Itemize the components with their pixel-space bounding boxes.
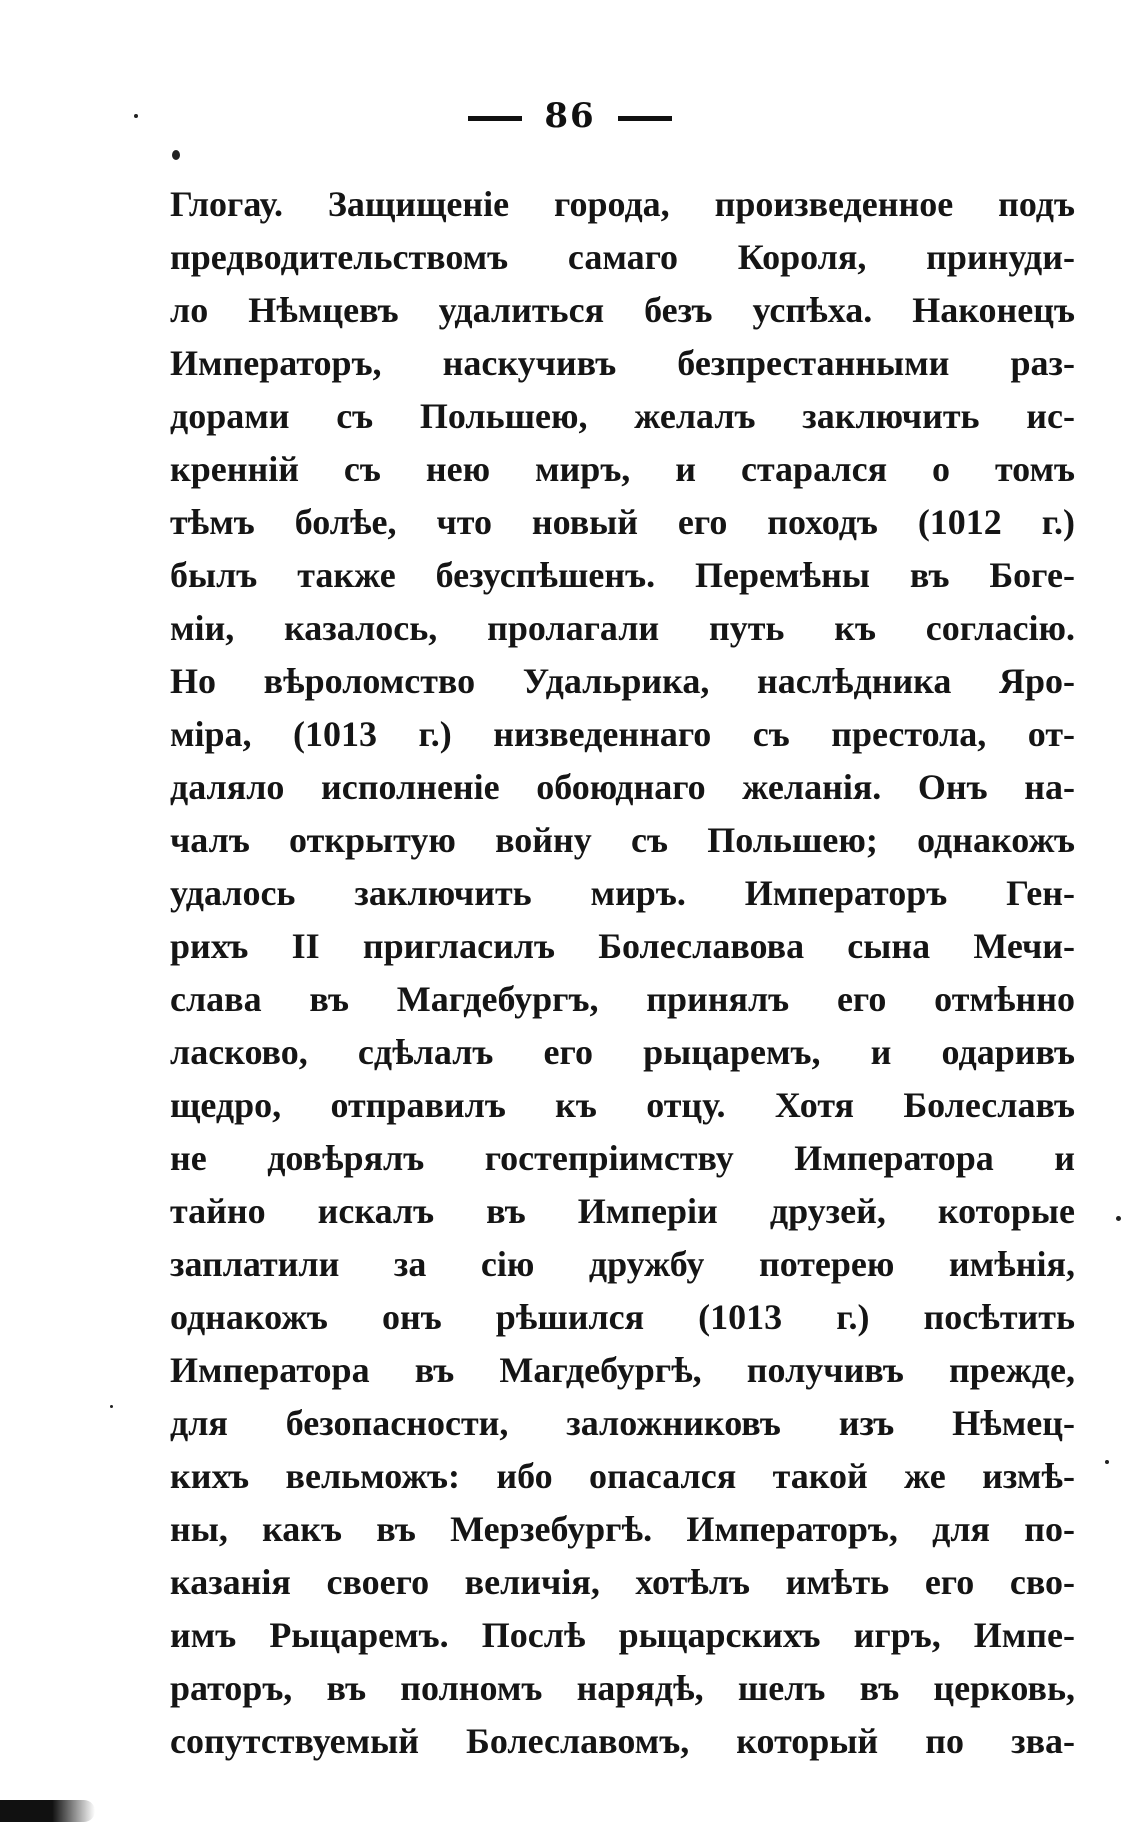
text-line: міи, казалось, пролагали путь къ согласію.: [170, 608, 1075, 648]
text-line: даляло исполненіе обоюднаго желанія. Онъ на-: [170, 767, 1075, 807]
scan-edge-mark: [0, 1800, 95, 1822]
text-line: кренній съ нею миръ, и старался о томъ: [170, 449, 1075, 489]
text-line: ны, какъ въ Мерзебургѣ. Императоръ, для по-: [170, 1509, 1075, 1549]
ink-speck: [1116, 1216, 1121, 1221]
text-line: удалось заключить миръ. Императоръ Ген-: [170, 873, 1075, 913]
text-line: имъ Рыцаремъ. Послѣ рыцарскихъ игръ, Импе-: [170, 1615, 1075, 1655]
text-line: тайно искалъ въ Имперіи друзей, которые: [170, 1191, 1075, 1231]
left-dash: [468, 116, 522, 121]
text-line: чалъ открытую войну съ Польшею; однакожъ: [170, 820, 1075, 860]
text-line: Глогау. Защищеніе города, произведенное подъ: [170, 184, 1075, 224]
text-line: предводительствомъ самаго Короля, принуди-: [170, 237, 1075, 277]
text-line: рихъ II пригласилъ Болеславова сына Мечи-: [170, 926, 1075, 966]
text-line: для безопасности, заложниковъ изъ Нѣмец-: [170, 1403, 1075, 1443]
text-line: щедро, отправилъ къ отцу. Хотя Болеславъ: [170, 1085, 1075, 1125]
page-number: 86: [544, 96, 596, 136]
text-line: Императоръ, наскучивъ безпрестанными раз-: [170, 343, 1075, 383]
text-line: былъ также безуспѣшенъ. Перемѣны въ Боге-: [170, 555, 1075, 595]
body-text: [170, 178, 1075, 1768]
text-line: міра, (1013 г.) низведеннаго съ престола, от-: [170, 714, 1075, 754]
text-line: тѣмъ болѣе, что новый его походъ (1012 г.): [170, 502, 1075, 542]
ink-speck: [1105, 1460, 1109, 1464]
text-line: ласково, сдѣлалъ его рыцаремъ, и одаривъ: [170, 1032, 1075, 1072]
page-number-header: [0, 96, 1140, 136]
ink-speck: [172, 150, 180, 160]
text-line: однакожъ онъ рѣшился (1013 г.) посѣтить: [170, 1297, 1075, 1337]
ink-speck: [134, 114, 138, 118]
text-line: Но вѣроломство Удальрика, наслѣдника Яро-: [170, 661, 1075, 701]
text-line: ло Нѣмцевъ удалиться безъ успѣха. Наконецъ: [170, 290, 1075, 330]
text-line: заплатили за сію дружбу потерею имѣнія,: [170, 1244, 1075, 1284]
text-line: кихъ вельможъ: ибо опасался такой же измѣ-: [170, 1456, 1075, 1496]
text-line: Императора въ Магдебургѣ, получивъ прежде,: [170, 1350, 1075, 1390]
text-line: раторъ, въ полномъ нарядѣ, шелъ въ церковь,: [170, 1668, 1075, 1708]
text-line: слава въ Магдебургъ, принялъ его отмѣнно: [170, 979, 1075, 1019]
right-dash: [618, 116, 672, 121]
ink-speck: [110, 1405, 113, 1408]
text-line: дорами съ Польшею, желалъ заключить ис-: [170, 396, 1075, 436]
text-line: сопутствуемый Болеславомъ, который по зва-: [170, 1721, 1075, 1761]
text-line: не довѣрялъ гостепріимству Императора и: [170, 1138, 1075, 1178]
text-line: казанія своего величія, хотѣлъ имѣть его сво-: [170, 1562, 1075, 1602]
